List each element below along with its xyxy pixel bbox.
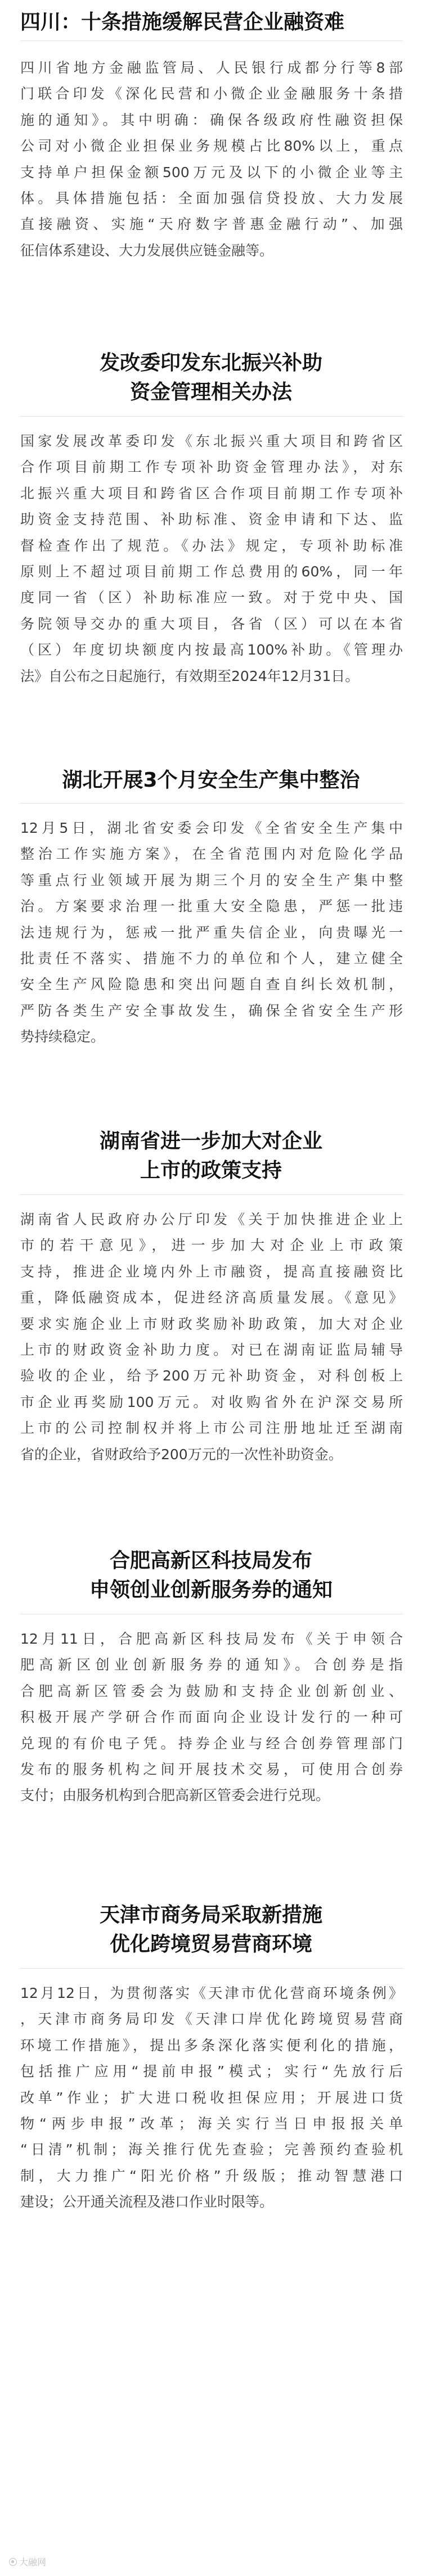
smiley-dot-icon xyxy=(9,2558,17,2566)
paragraph-line: 12月11日，合肥高新区科技局发布《关于申领合 xyxy=(20,1631,403,1647)
section-title: 湖南省进一步加大对企业 上市的政策支持 xyxy=(99,1130,322,1182)
paragraph-line: 验收的企业，给予200万元补助资金，对科创板上 xyxy=(20,1368,403,1384)
paragraph-line: 征信体系建设、大力发展供应链金融等。 xyxy=(20,242,274,259)
paragraph-line: 制，大力推广“阳光价格”升级版；推动智慧港口 xyxy=(20,2167,403,2184)
paragraph-line: 国家发展改革委印发《东北振兴重大项目和跨省区 xyxy=(20,433,403,449)
paragraph-line: 上市的财政资金补助力度。对已在湖南证监局辅导 xyxy=(20,1341,403,1358)
watermark-text: 大融网 xyxy=(19,2557,47,2568)
paragraph-line: 环境工作措施》，提出多条深化落实便利化的措施， xyxy=(20,2037,403,2054)
paragraph-line: 体。具体措施包括：全面加强信贷投放、大力发展 xyxy=(20,190,403,206)
paragraph-line: 批责任不落实、措施不力的单位和个人，建立健全 xyxy=(20,950,403,967)
section-paragraph xyxy=(20,428,403,689)
paragraph-line: 积极开展产学研合作而面向企业设计发行的一种可 xyxy=(20,1709,403,1726)
title-divider xyxy=(20,40,403,41)
paragraph-line: 12月5日，湖北省安委会印发《全省安全生产集中 xyxy=(20,820,403,836)
paragraph-line: “日清”机制；海关推行优先查验；完善预约查验机 xyxy=(20,2141,403,2158)
paragraph-line: 整治工作实施方案》，在全省范围内对危险化学品 xyxy=(20,846,403,863)
paragraph-line: 12月12日，为贯彻落实《天津市优化营商环境条例》 xyxy=(20,1985,403,2001)
paragraph-line: 物“两步申报”改革；海关实行当日申报报关单 xyxy=(20,2115,403,2132)
section-title: 湖北开展3个月安全生产集中整治 xyxy=(62,769,360,792)
paragraph-line: 建设；公开通关流程及港口作业时限等。 xyxy=(20,2194,274,2210)
paragraph-line: 度同一省（区）补助标准应一致。对于党中央、国 xyxy=(20,589,403,606)
paragraph-line: 包括推广应用“提前申报”模式；实行“先放行后 xyxy=(20,2063,403,2080)
title-divider xyxy=(20,1194,403,1195)
paragraph-line: 务院领导交办的重大项目，各省（区）可以在本省 xyxy=(20,615,403,632)
paragraph-line: 支付；由服务机构到合肥高新区管委会进行兑现。 xyxy=(20,1787,330,1804)
section-title: 四川：十条措施缓解民营企业融资难 xyxy=(20,11,345,34)
paragraph-line: 法违规行为，惩戒一批严重失信企业，向贵曝光一 xyxy=(20,924,403,941)
paragraph-line: 安全生产风险隐患和突出问题自查自纠长效机制， xyxy=(20,976,403,993)
paragraph-line: 督检查作出了规范。《办法》规定，专项补助标准 xyxy=(20,537,403,554)
section-paragraph xyxy=(20,815,403,1050)
paragraph-line: 市企业再奖励100万元。对收购省外在沪深交易所 xyxy=(20,1393,403,1410)
paragraph-line: 等重点行业领域开展为期三个月的安全生产集中整 xyxy=(20,872,403,888)
paragraph-line: 北振兴重大项目和跨省区合作项目前期工作专项补 xyxy=(20,485,403,502)
title-divider xyxy=(20,416,403,417)
title-divider xyxy=(20,803,403,804)
paragraph-line: 严防各类生产安全事故发生，确保全省安全生产形 xyxy=(20,1002,403,1019)
section-paragraph xyxy=(20,1981,403,2216)
paragraph-line: 省的企业，省财政给予200万元的一次性补助资金。 xyxy=(20,1446,343,1463)
paragraph-line: 法》自公布之日起施行，有效期至2024年12月31日。 xyxy=(20,667,360,684)
paragraph-line: 助资金支持范围、补助标准、资金申请和下达、监 xyxy=(20,511,403,528)
title-divider xyxy=(20,1968,403,1969)
paragraph-line: 改单”作业；扩大进口税收担保应用；开展进口货 xyxy=(20,2089,403,2106)
section-paragraph xyxy=(20,55,403,264)
paragraph-line: 直接融资、实施“天府数字普惠金融行动”、加强 xyxy=(20,216,403,233)
section-paragraph xyxy=(20,1207,403,1468)
paragraph-line: 合肥高新区管委会为鼓励和支持企业创新创业、 xyxy=(20,1682,403,1699)
paragraph-line: ，天津市商务局印发《天津口岸优化跨境贸易营商 xyxy=(20,2011,403,2028)
section-title: 天津市商务局采取新措施 优化跨境贸易营商环境 xyxy=(99,1903,322,1956)
section-title: 合肥高新区科技局发布 申领创业创新服务券的通知 xyxy=(89,1549,333,1601)
source-watermark xyxy=(9,2555,46,2568)
paragraph-line: 原则上不超过项目前期工作总费用的60%，同一年 xyxy=(20,563,403,580)
paragraph-line: 门联合印发《深化民营和小微企业金融服务十条措 xyxy=(20,85,403,102)
paragraph-line: 支持单户担保金额500万元及以下的小微企业等主 xyxy=(20,164,403,181)
paragraph-line: 施的通知》。其中明确：确保各级政府性融资担保 xyxy=(20,111,403,128)
paragraph-line: 势持续稳定。 xyxy=(20,1028,105,1045)
paragraph-line: 合作项目前期工作专项补助资金管理办法》，对东 xyxy=(20,459,403,476)
paragraph-line: 四川省地方金融监管局、人民银行成都分行等8部 xyxy=(20,60,403,76)
paragraph-line: 公司对小微企业担保业务规模占比80%以上，重点 xyxy=(20,138,403,155)
paragraph-line: 发布的服务机构之间开展技术交易，可使用合创券 xyxy=(20,1761,403,1778)
section-title: 发改委印发东北振兴补助 资金管理相关办法 xyxy=(99,351,322,404)
paragraph-line: 市的若干意见》，进一步加大对企业上市政策 xyxy=(20,1237,403,1254)
section-paragraph xyxy=(20,1626,403,1809)
paragraph-line: 上市的公司控制权并将上市公司注册地址迁至湖南 xyxy=(20,1420,403,1437)
paragraph-line: 要求实施企业上市财政奖励补助政策，加大对企业 xyxy=(20,1315,403,1332)
paragraph-line: 治。方案要求治理一批重大安全隐患，严惩一批违 xyxy=(20,898,403,915)
paragraph-line: 肥高新区创业创新服务券的通知》。合创券是指 xyxy=(20,1657,403,1673)
paragraph-line: （区）年度切块额度内按最高100%补助。《管理办 xyxy=(20,642,403,658)
paragraph-line: 兑现的有价电子凭。持券企业与经合创券管理部门 xyxy=(20,1735,403,1752)
paragraph-line: 重，降低融资成本，促进经济高质量发展。《意见》 xyxy=(20,1289,403,1306)
paragraph-line: 湖南省人民政府办公厅印发《关于加快推进企业上 xyxy=(20,1211,403,1228)
paragraph-line: 支持，推进企业境内外上市融资，提高直接融资比 xyxy=(20,1263,403,1280)
